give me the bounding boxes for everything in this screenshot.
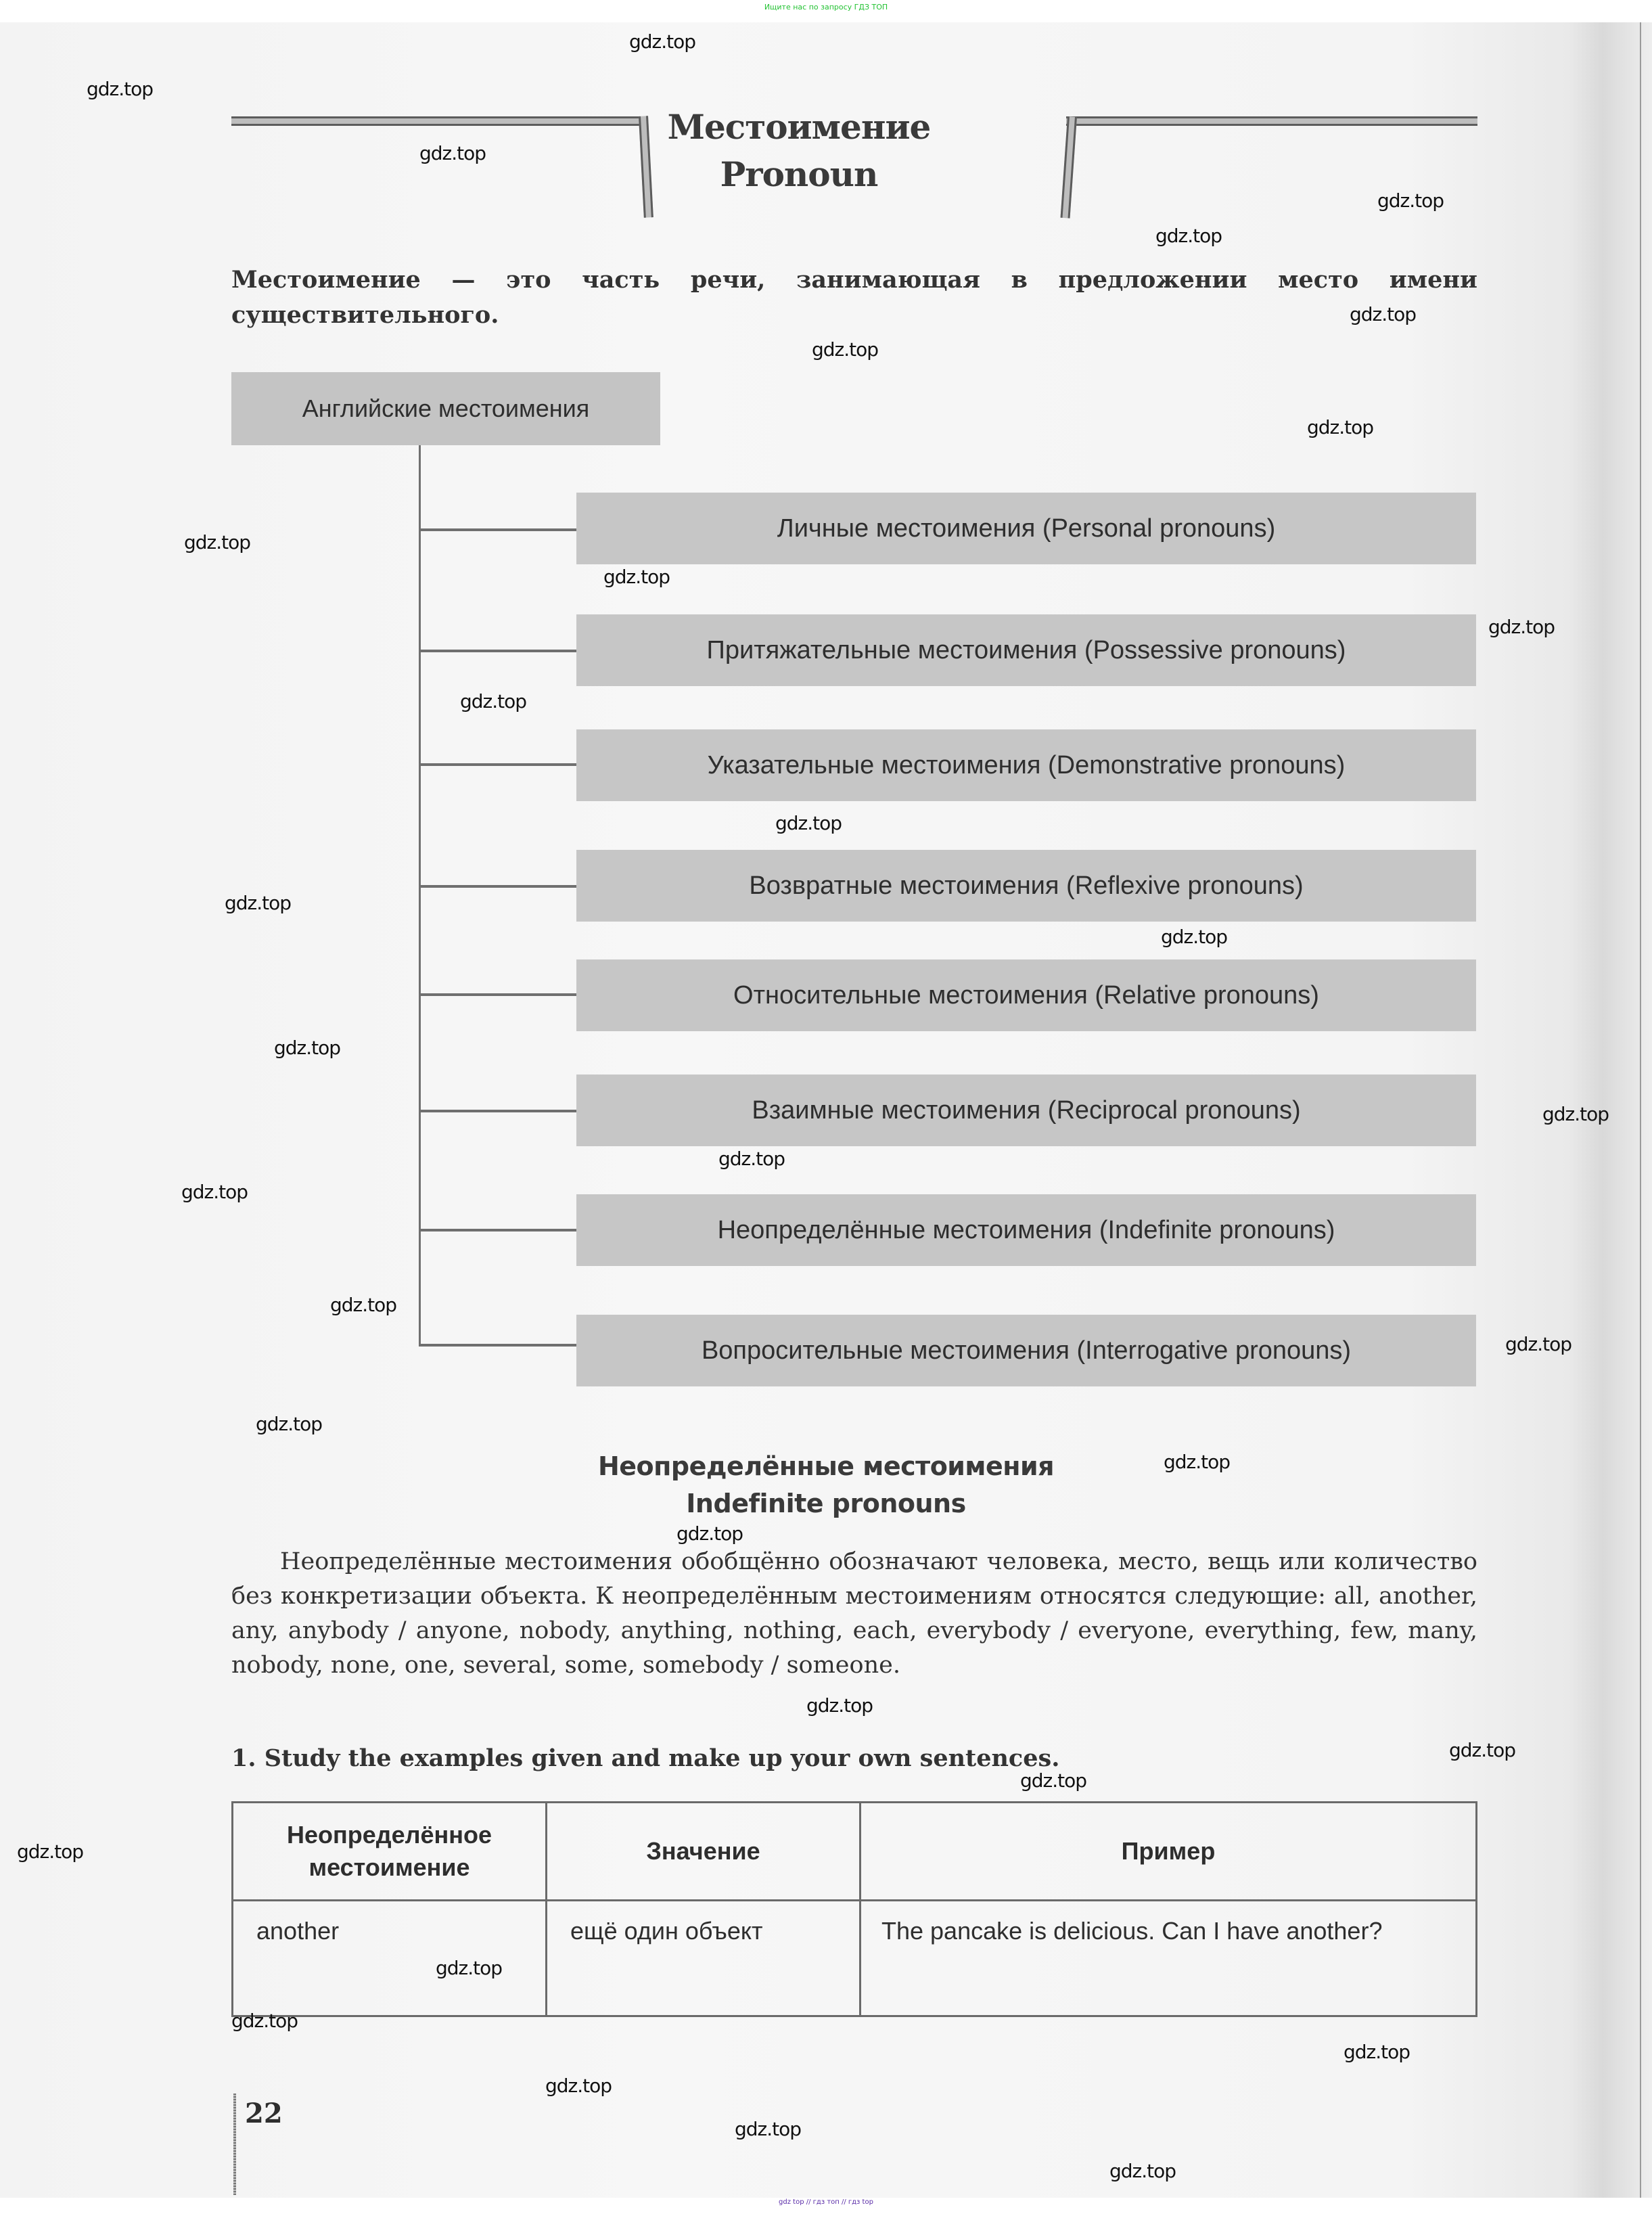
watermark: gdz.top <box>1109 2160 1176 2182</box>
watermark: gdz.top <box>274 1037 341 1059</box>
tree-node-personal <box>576 493 1476 564</box>
tree-branch-line <box>419 1229 576 1231</box>
bottom-banner: gdz top // гдз топ // гдз top <box>779 2198 873 2206</box>
watermark: gdz.top <box>1161 926 1228 948</box>
tree-node-label: Указательные местоимения (Demonstrative pronouns) <box>707 750 1346 779</box>
watermark: gdz.top <box>1155 225 1222 247</box>
watermark: gdz.top <box>184 531 251 553</box>
section-title-ru: Неопределённые местоимения <box>597 1451 1055 1481</box>
section-title-en: Indefinite pronouns <box>686 1489 966 1518</box>
page-number-bar <box>233 2094 236 2195</box>
exercise-instruction: 1. Study the examples given and make up your own sentences. <box>231 1744 1060 1772</box>
tree-node-possessive <box>576 614 1476 686</box>
column-header-example: Пример <box>861 1803 1477 1901</box>
watermark: gdz.top <box>1505 1333 1572 1355</box>
tree-node-label: Возвратные местоимения (Reflexive pronouns) <box>749 871 1304 900</box>
table-header-row <box>233 1803 1477 1901</box>
watermark: gdz.top <box>603 566 670 588</box>
tree-node-reflexive <box>576 850 1476 922</box>
watermark: gdz.top <box>87 78 154 100</box>
watermark: gdz.top <box>1542 1103 1609 1125</box>
top-banner: Ищите нас по запросу ГДЗ ТОП <box>764 3 888 12</box>
watermark: gdz.top <box>419 142 486 164</box>
watermark: gdz.top <box>231 2010 298 2032</box>
tree-node-label: Взаимные местоимения (Reciprocal pronouns) <box>752 1095 1301 1125</box>
tree-branch-line <box>419 1110 576 1112</box>
watermark: gdz.top <box>676 1522 743 1545</box>
column-header-meaning: Значение <box>547 1803 861 1901</box>
watermark: gdz.top <box>460 690 527 713</box>
tree-node-demonstrative <box>576 729 1476 801</box>
page-binding-edge <box>1640 22 1641 2198</box>
tree-branch-line <box>419 650 576 652</box>
watermark: gdz.top <box>181 1181 248 1203</box>
cell-meaning: ещё один объект <box>547 1901 861 2016</box>
tree-node-label: Неопределённые местоимения (Indefinite pronouns) <box>717 1215 1335 1244</box>
tree-branch-line <box>419 528 576 531</box>
page-number: 22 <box>245 2098 283 2129</box>
watermark: gdz.top <box>812 338 879 361</box>
column-header-pronoun: Неопределённое местоимение <box>233 1803 547 1901</box>
tree-root-box <box>231 372 660 445</box>
tree-branch-line <box>419 885 576 888</box>
tree-node-label: Вопросительные местоимения (Interrogative pronouns) <box>701 1336 1352 1365</box>
tree-branch-line <box>419 993 576 996</box>
watermark: gdz.top <box>1377 189 1444 212</box>
tree-node-label: Притяжательные местоимения (Possessive pronouns) <box>706 635 1346 664</box>
watermark: gdz.top <box>1350 303 1417 325</box>
watermark: gdz.top <box>17 1840 84 1863</box>
watermark: gdz.top <box>330 1294 397 1316</box>
page-title-en: Pronoun <box>720 154 878 194</box>
watermark: gdz.top <box>436 1957 503 1979</box>
watermark: gdz.top <box>545 2075 612 2097</box>
watermark: gdz.top <box>256 1413 323 1435</box>
page-title-ru: Местоимение <box>667 107 931 147</box>
watermark: gdz.top <box>1449 1739 1516 1761</box>
pronoun-definition: Местоимение — это часть речи, занимающая в предложении место имени существительного. <box>231 266 1477 329</box>
tree-node-indefinite <box>576 1194 1476 1266</box>
section-paragraph: Неопределённые местоимения обобщённо обозначают человека, место, вещь или количество без конкретизации объекта. К неопределённым местоимениям относятся следующие: all, another, any, anybody / anyone, nobody, anything, nothing, each, everybody / everyone, everything, few, many, nobody, none, one, several, some, somebody / someone. <box>231 1548 1477 1679</box>
cell-example: The pancake is delicious. Can I have another? <box>861 1901 1477 2016</box>
watermark: gdz.top <box>1488 616 1555 638</box>
watermark: gdz.top <box>1020 1769 1087 1792</box>
tree-node-label: Относительные местоимения (Relative pronouns) <box>733 980 1319 1010</box>
tree-branch-line <box>419 1344 576 1347</box>
table-row <box>233 1901 1477 2016</box>
tree-node-reciprocal <box>576 1075 1476 1146</box>
watermark: gdz.top <box>806 1694 873 1717</box>
tree-node-label: Личные местоимения (Personal pronouns) <box>777 514 1276 543</box>
watermark: gdz.top <box>775 812 842 834</box>
watermark: gdz.top <box>1344 2041 1410 2063</box>
tree-node-relative <box>576 959 1476 1031</box>
watermark: gdz.top <box>735 2118 802 2140</box>
cell-pronoun: another <box>233 1901 547 2016</box>
watermark: gdz.top <box>718 1148 785 1170</box>
watermark: gdz.top <box>225 892 292 914</box>
tree-root-label: Английские местоимения <box>302 394 590 422</box>
tree-trunk-line <box>419 445 421 1345</box>
tree-branch-line <box>419 763 576 766</box>
watermark: gdz.top <box>1164 1451 1231 1473</box>
tree-node-interrogative <box>576 1315 1476 1386</box>
watermark: gdz.top <box>629 30 696 53</box>
watermark: gdz.top <box>1307 416 1374 438</box>
examples-table <box>231 1801 1477 2017</box>
